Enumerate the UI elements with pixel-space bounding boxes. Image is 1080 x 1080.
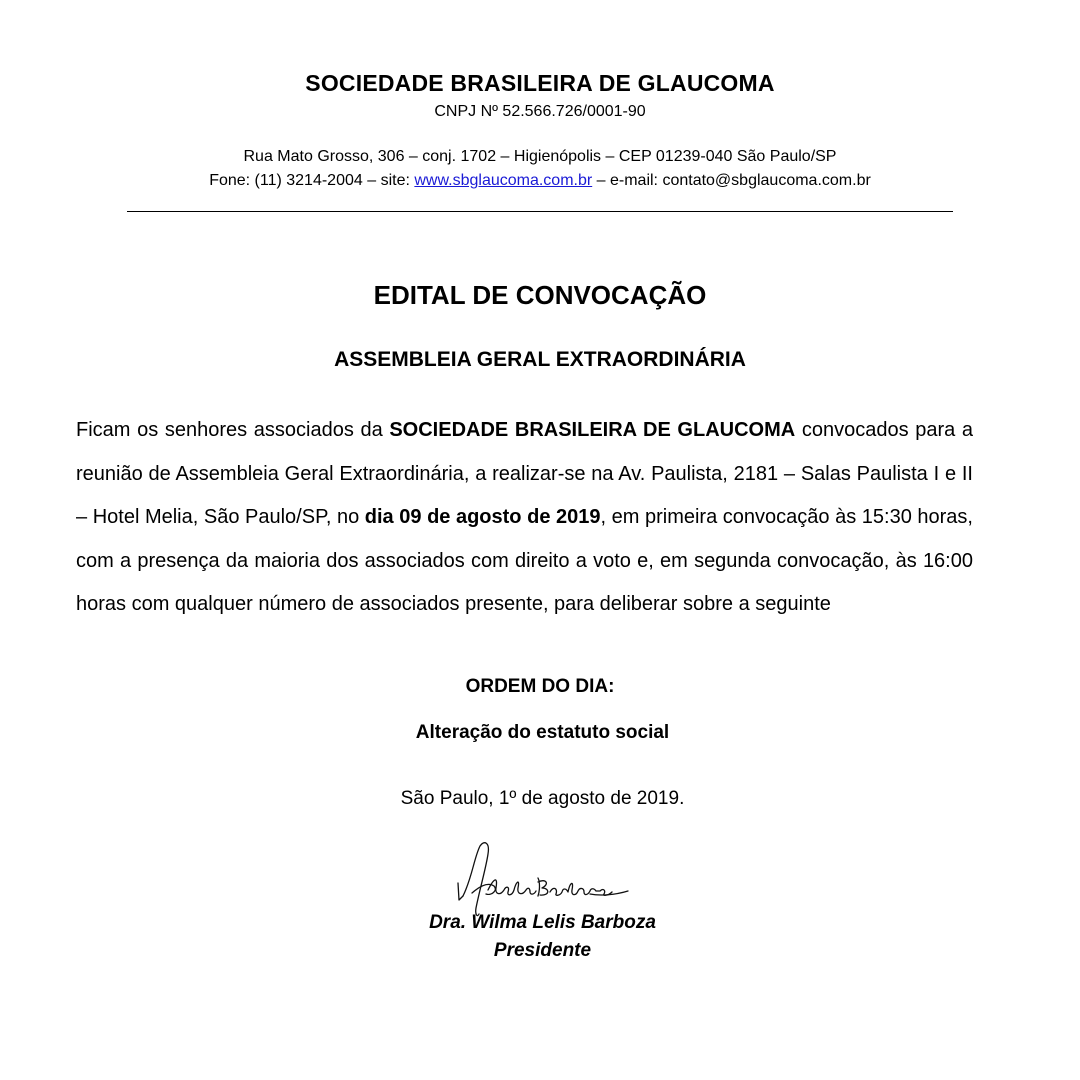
body-meeting-date: dia 09 de agosto de 2019 bbox=[364, 506, 601, 528]
cnpj-line: CNPJ Nº 52.566.726/0001-90 bbox=[434, 103, 646, 120]
signer-name: Dra. Wilma Lelis Barboza bbox=[429, 912, 656, 933]
email-text: – e-mail: contato@sbglaucoma.com.br bbox=[592, 172, 871, 189]
phone-text: Fone: (11) 3214-2004 – site: bbox=[209, 172, 415, 189]
body-text-part1: Ficam os senhores associados da bbox=[76, 419, 390, 441]
place-and-date: São Paulo, 1º de agosto de 2019. bbox=[400, 788, 685, 809]
contact-line bbox=[0, 172, 1080, 190]
agenda-item: Alteração do estatuto social bbox=[415, 722, 670, 743]
signer-role: Presidente bbox=[493, 940, 592, 961]
agenda-heading: ORDEM DO DIA: bbox=[465, 676, 615, 697]
body-org-name: SOCIEDADE BRASILEIRA DE GLAUCOMA bbox=[389, 419, 796, 441]
header-divider bbox=[127, 211, 953, 212]
body-text-part3: , em primeira convocação às 15:30 horas, com a presença da maioria dos associados com direito a voto e, em segunda convocação, às 16:00 horas com qualquer número de associados presente, para deliberar sobre a seguinte bbox=[76, 506, 973, 615]
address-line: Rua Mato Grosso, 306 – conj. 1702 – Higienópolis – CEP 01239-040 São Paulo/SP bbox=[243, 148, 837, 165]
document-title: EDITAL DE CONVOCAÇÃO bbox=[373, 280, 707, 310]
handwritten-signature bbox=[450, 838, 635, 918]
document-subtitle: ASSEMBLEIA GERAL EXTRAORDINÁRIA bbox=[334, 348, 746, 371]
organization-name: SOCIEDADE BRASILEIRA DE GLAUCOMA bbox=[305, 70, 775, 96]
convocation-paragraph bbox=[76, 409, 973, 627]
body-text-part2: convocados para a reunião de Assembleia Geral Extraordinária, a realizar-se na Av. Paulista, 2181 – Salas Paulista I e II – Hotel Melia, São Paulo/SP, no bbox=[76, 419, 974, 528]
site-link[interactable]: www.sbglaucoma.com.br bbox=[414, 172, 593, 189]
